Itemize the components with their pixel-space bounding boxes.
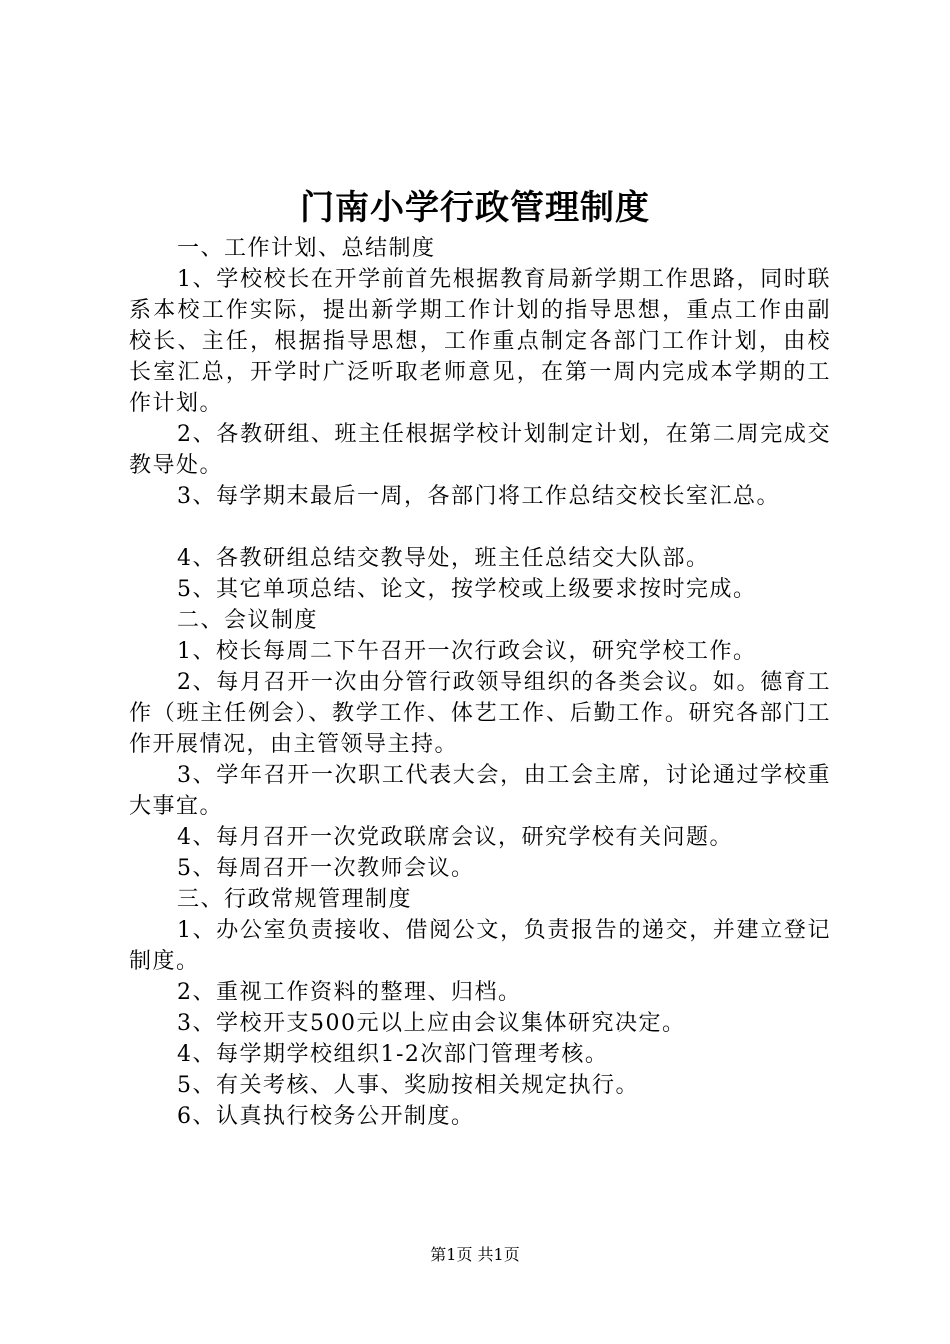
paragraph: 3、学校开支500元以上应由会议集体研究决定。 <box>177 1011 686 1036</box>
paragraph: 2、各教研组、班主任根据学校计划制定计划，在第二周完成交教导处。 <box>129 422 831 478</box>
document-title: 门南小学行政管理制度 <box>300 188 650 228</box>
paragraph: 5、有关考核、人事、奖励按相关规定执行。 <box>177 1073 639 1098</box>
paragraph: 4、每月召开一次党政联席会议，研究学校有关问题。 <box>177 825 733 850</box>
document-body <box>129 233 831 1132</box>
page-number-footer: 第1页 共1页 <box>430 1245 520 1264</box>
paragraph: 4、各教研组总结交教导处，班主任总结交大队部。 <box>177 546 710 571</box>
paragraph: 4、每学期学校组织1-2次部门管理考核。 <box>177 1042 609 1067</box>
paragraph: 1、学校校长在开学前首先根据教育局新学期工作思路，同时联系本校工作实际，提出新学期工作计划的指导思想，重点工作由副校长、主任，根据指导思想，工作重点制定各部门工作计划，由校长室汇总，开学时广泛听取老师意见，在第一周内完成本学期的工作计划。 <box>129 267 831 416</box>
section-heading-meetings: 二、会议制度 <box>177 608 319 633</box>
paragraph: 5、每周召开一次教师会议。 <box>177 856 475 881</box>
paragraph: 3、每学期末最后一周，各部门将工作总结交校长室汇总。 <box>177 484 780 509</box>
section-heading-admin-routine: 三、行政常规管理制度 <box>177 887 413 912</box>
paragraph: 1、校长每周二下午召开一次行政会议，研究学校工作。 <box>177 639 757 664</box>
paragraph: 6、认真执行校务公开制度。 <box>177 1104 475 1129</box>
blank-line <box>129 512 831 543</box>
paragraph: 2、每月召开一次由分管行政领导组织的各类会议。如。德育工作（班主任例会）、教学工作、体艺工作、后勤工作。研究各部门工作开展情况，由主管领导主持。 <box>129 670 831 757</box>
paragraph: 2、重视工作资料的整理、归档。 <box>177 980 522 1005</box>
paragraph: 5、其它单项总结、论文，按学校或上级要求按时完成。 <box>177 577 757 602</box>
paragraph: 1、办公室负责接收、借阅公文，负责报告的递交，并建立登记制度。 <box>129 918 831 974</box>
paragraph: 3、学年召开一次职工代表大会，由工会主席，讨论通过学校重大事宜。 <box>129 763 831 819</box>
section-heading-work-plan: 一、工作计划、总结制度 <box>177 236 436 261</box>
